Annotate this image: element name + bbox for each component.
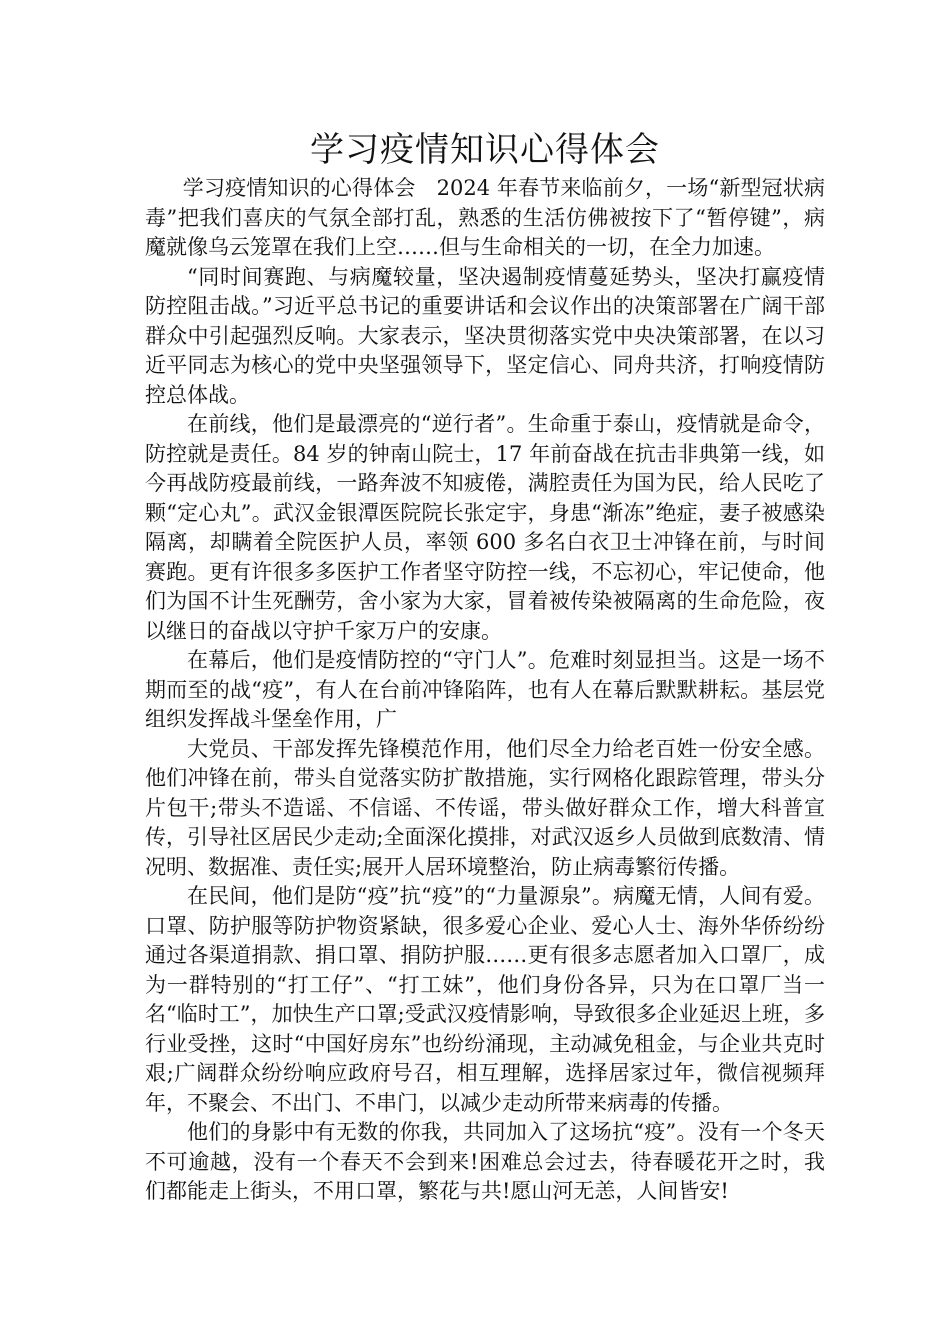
paragraph-1: 学习疫情知识的心得体会 2024 年春节来临前夕，一场“新型冠状病毒”把我们喜庆的气氛全部打乱，熟悉的生活仿佛被按下了“暂停键”，病魔就像乌云笼罩在我们上空……但与生命相关的一切，在全力加速。	[145, 176, 825, 259]
paragraph-7: 他们的身影中有无数的你我，共同加入了这场抗“疫”。没有一个冬天不可逾越，没有一个春天不会到来!困难总会过去，待春暖花开之时，我们都能走上街头，不用口罩，繁花与共!愿山河无恙，人间皆安!	[145, 1120, 825, 1203]
paragraph-4: 在幕后，他们是疫情防控的“守门人”。危难时刻显担当。这是一场不期而至的战“疫”，有人在台前冲锋陷阵，也有人在幕后默默耕耘。基层党组织发挥战斗堡垒作用，广	[145, 648, 825, 731]
paragraph-5: 大党员、干部发挥先锋模范作用，他们尽全力给老百姓一份安全感。他们冲锋在前，带头自觉落实防扩散措施，实行网格化跟踪管理，带头分片包干;带头不造谣、不信谣、不传谣，带头做好群众工作，增大科普宣传，引导社区居民少走动;全面深化摸排，对武汉返乡人员做到底数清、情况明、数据准、责任实;展开人居环境整治，防止病毒繁衍传播。	[145, 736, 825, 879]
document-title: 学习疫情知识心得体会	[310, 130, 660, 170]
paragraph-3: 在前线，他们是最漂亮的“逆行者”。生命重于泰山，疫情就是命令，防控就是责任。84 岁的钟南山院士，17 年前奋战在抗击非典第一线，如今再战防疫最前线，一路奔波不知疲倦，满腔责任为国为民，给人民吃了颗“定心丸”。武汉金银潭医院院长张定宇，身患“渐冻”绝症，妻子被感染隔离，却瞒着全院医护人员，率领 600 多名白衣卫士冲锋在前，与时间赛跑。更有许很多多医护工作者坚守防控一线，不忘初心，牢记使命，他们为国不计生死酬劳，舍小家为大家，冒着被传染被隔离的生命危险，夜以继日的奋战以守护千家万户的安康。	[145, 412, 825, 643]
document-page	[145, 128, 825, 1207]
paragraph-6: 在民间，他们是防“疫”抗“疫”的“力量源泉”。病魔无情，人间有爱。口罩、防护服等防护物资紧缺，很多爱心企业、爱心人士、海外华侨纷纷通过各渠道捐款、捐口罩、捐防护服……更有很多志愿者加入口罩厂，成为一群特别的“打工仔”、“打工妹”，他们身份各异，只为在口罩厂当一名“临时工”，加快生产口罩;受武汉疫情影响，导致很多企业延迟上班，多行业受挫，这时“中国好房东”也纷纷涌现，主动减免租金，与企业共克时艰;广阔群众纷纷响应政府号召，相互理解，选择居家过年，微信视频拜年，不聚会、不出门、不串门，以减少走动所带来病毒的传播。	[145, 884, 825, 1115]
paragraph-2: “同时间赛跑、与病魔较量，坚决遏制疫情蔓延势头，坚决打赢疫情防控阻击战。”习近平总书记的重要讲话和会议作出的决策部署在广阔干部群众中引起强烈反响。大家表示，坚决贯彻落实党中央决策部署，在以习近平同志为核心的党中央坚强领导下，坚定信心、同舟共济，打响疫情防控总体战。	[145, 264, 825, 407]
